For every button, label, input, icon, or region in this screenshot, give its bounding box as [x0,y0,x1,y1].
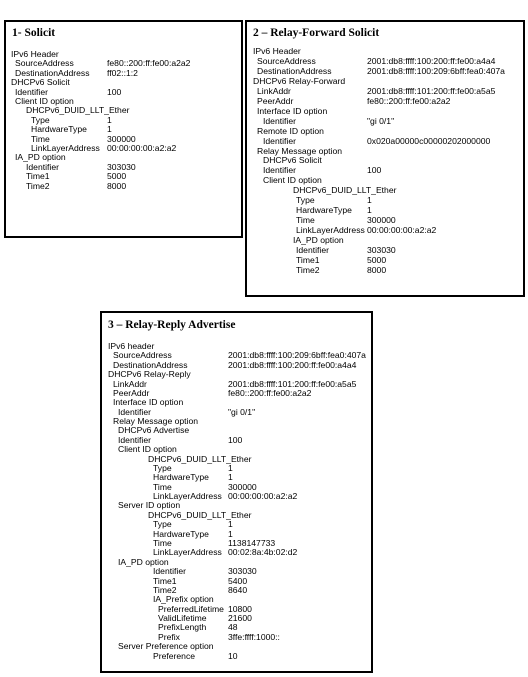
field-label: LinkLayerAddress [153,491,222,502]
field-value: 2001:db8:ffff:100:209:6bff:fea0:407a [367,65,505,76]
field-label: PeerAddr [113,387,150,398]
panel-title: 2 – Relay-Forward Solicit [253,27,380,39]
field-label: Identifier [26,161,59,172]
field-value: 300000 [107,133,136,144]
field-label: Identifier [118,406,151,417]
field-label: IPv6 Header [11,49,59,59]
field-value: 1 [228,528,233,539]
field-label: Relay Message option [113,416,199,427]
field-label: DHCPv6 Solicit [11,77,70,88]
field-label: DHCPv6 Relay-Reply [108,369,191,380]
field-label: ValidLifetime [158,613,207,624]
field-value: "gi 0/1" [367,115,395,126]
field-value: 3ffe:ffff:1000:: [228,631,280,642]
field-value: 100 [367,165,382,176]
field-value: 303030 [367,245,396,255]
field-label: LinkLayerAddress [31,143,100,153]
field-label: Interface ID option [113,397,184,408]
field-label: Time2 [153,584,177,595]
panel-title: 3 – Relay-Reply Advertise [108,319,236,331]
field-value: "gi 0/1" [228,406,256,417]
field-label: PeerAddr [257,95,294,106]
field-label: Identifier [296,245,329,255]
field-label: Time [153,537,172,548]
field-value: 1 [107,124,112,135]
field-value: 100 [228,434,243,445]
field-value: 1 [228,472,233,483]
field-value: 303030 [228,566,257,577]
field-label: Time2 [296,264,320,275]
field-value: 1 [107,114,112,125]
field-label: DHCPv6_DUID_LLT_Ether [148,509,252,520]
field-label: Identifier [118,434,151,445]
field-value: 5400 [228,575,248,586]
field-label: Time1 [153,575,177,586]
field-label: Client ID option [263,175,322,186]
field-label: Prefix [158,631,180,642]
field-value: 0x020a00000c00000202000000 [367,135,491,146]
field-label: HardwareType [296,205,352,216]
field-label: IA_Prefix option [153,594,214,605]
field-label: Server ID option [118,500,181,511]
field-label: Relay Message option [257,145,343,156]
field-label: Client ID option [15,96,74,106]
field-value: 5000 [107,171,127,182]
field-value: 1 [228,462,233,473]
field-value: 2001:db8:ffff:101:200:ff:fe00:a5a5 [367,85,496,96]
field-label: Time1 [296,254,320,265]
field-value: 8000 [367,264,387,275]
field-label: LinkAddr [257,85,291,96]
field-label: DHCPv6_DUID_LLT_Ether [26,105,130,116]
field-label: Preference [153,650,196,661]
field-label: Identifier [263,135,296,146]
field-value: 100 [107,86,122,97]
field-value: 2001:db8:ffff:100:209:6bff:fea0:407a [228,350,366,361]
field-label: DHCPv6 Solicit [263,155,322,166]
field-value: 10 [228,650,238,661]
field-label: SourceAddress [15,58,74,69]
field-label: Type [31,114,50,125]
field-value: 48 [228,622,238,633]
panel-title: 1- Solicit [12,27,56,39]
panel-relay-forward-solicit [245,20,525,297]
field-label: IPv6 Header [253,46,301,56]
field-label: Identifier [15,86,48,97]
field-label: Identifier [153,566,186,577]
field-label: Remote ID option [257,125,324,136]
field-label: SourceAddress [113,350,172,361]
field-value: fe80::200:ff:fe00:a2a2 [228,387,312,398]
field-label: Time [153,481,172,492]
field-value: 300000 [367,215,396,226]
field-label: Interface ID option [257,105,328,116]
field-value: 2001:db8:ffff:101:200:ff:fe00:a5a5 [228,378,357,389]
field-label: DHCPv6 Relay-Forward [253,75,346,86]
field-value: fe80::200:ff:fe00:a2a2 [367,95,451,106]
field-value: ff02::1:2 [107,67,138,78]
field-label: IA_PD option [118,556,169,567]
field-label: DestinationAddress [257,65,332,76]
field-label: IA_PD option [293,235,344,246]
field-label: PreferredLifetime [158,603,224,614]
field-label: Type [296,195,315,206]
field-label: IPv6 header [108,341,155,351]
field-value: 8640 [228,584,248,595]
field-value: 2001:db8:ffff:100:200:ff:fe00:a4a4 [367,55,496,66]
field-label: PrefixLength [158,622,207,633]
field-label: DHCPv6 Advertise [118,425,190,436]
field-value: 1 [228,519,233,530]
field-label: Identifier [263,115,296,126]
field-value: 00:02:8a:4b:02:d2 [228,547,298,558]
field-label: HardwareType [153,472,209,483]
field-label: SourceAddress [257,55,316,66]
field-label: DHCPv6_DUID_LLT_Ether [148,453,252,464]
field-value: 303030 [107,161,136,172]
field-label: Time [296,215,315,226]
field-value: 10800 [228,603,252,614]
field-label: DHCPv6_DUID_LLT_Ether [293,185,397,196]
field-label: Server Preference option [118,641,214,652]
panel-solicit [4,20,243,238]
field-label: Type [153,519,172,530]
field-label: Time1 [26,171,50,182]
field-label: HardwareType [153,528,209,539]
field-label: DestinationAddress [113,359,188,370]
field-label: Time [31,133,50,144]
field-label: LinkLayerAddress [296,225,365,236]
field-value: fe80::200:ff:fe00:a2a2 [107,58,191,69]
field-value: 00:00:00:00:a2:a2 [367,225,437,236]
field-value: 1 [367,205,372,216]
field-value: 1138147733 [228,537,276,548]
field-value: 1 [367,195,372,206]
field-value: 300000 [228,481,257,492]
field-label: LinkAddr [113,378,147,389]
field-label: Client ID option [118,444,177,455]
field-label: Time2 [26,180,50,191]
field-label: HardwareType [31,124,87,135]
field-label: Identifier [263,165,296,176]
field-value: 5000 [367,254,387,265]
field-label: IA_PD option [15,152,66,163]
field-value: 00:00:00:00:a2:a2 [228,491,298,502]
field-value: 2001:db8:ffff:100:200:ff:fe00:a4a4 [228,359,357,370]
panel-relay-reply-advertise [100,311,373,673]
field-value: 21600 [228,613,252,624]
field-label: DestinationAddress [15,67,90,78]
field-label: Type [153,462,172,473]
field-label: LinkLayerAddress [153,547,222,558]
field-value: 8000 [107,180,127,191]
field-value: 00:00:00:00:a2:a2 [107,143,177,153]
